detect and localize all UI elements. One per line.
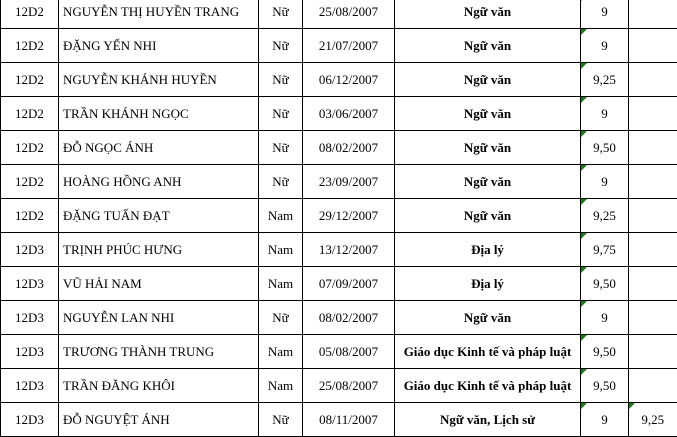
sex-cell[interactable]: Nữ [259, 301, 303, 335]
cell-marker-icon [581, 199, 587, 205]
dob-cell[interactable]: 13/12/2007 [303, 233, 395, 267]
table-row[interactable] [1, 131, 677, 165]
cell-marker-icon [581, 233, 587, 239]
score1-value: 9 [601, 412, 608, 427]
score2-cell[interactable] [629, 165, 677, 199]
score1-value: 9,25 [593, 208, 616, 223]
score1-cell[interactable] [581, 165, 629, 199]
dob-cell[interactable]: 07/09/2007 [303, 267, 395, 301]
table-row[interactable] [1, 0, 677, 29]
score1-cell[interactable] [581, 0, 629, 29]
table-row[interactable] [1, 199, 677, 233]
class-cell[interactable]: 12D3 [1, 335, 59, 369]
score1-value: 9 [601, 174, 608, 189]
name-cell[interactable]: TRẦN ĐĂNG KHÔI [59, 369, 259, 403]
class-cell[interactable]: 12D2 [1, 199, 59, 233]
score2-cell[interactable] [629, 97, 677, 131]
name-cell[interactable]: ĐẶNG TUẤN ĐẠT [59, 199, 259, 233]
score2-cell[interactable] [629, 301, 677, 335]
dob-cell[interactable]: 08/02/2007 [303, 301, 395, 335]
name-cell[interactable]: NGUYỄN THỊ HUYỀN TRANG [59, 0, 259, 29]
name-cell[interactable]: HOÀNG HỒNG ANH [59, 165, 259, 199]
sex-cell[interactable]: Nữ [259, 403, 303, 437]
class-cell[interactable]: 12D3 [1, 369, 59, 403]
subject-cell[interactable]: Địa lý [395, 233, 581, 267]
dob-cell[interactable]: 05/08/2007 [303, 335, 395, 369]
cell-marker-icon [581, 63, 587, 69]
table-row[interactable] [1, 29, 677, 63]
subject-cell[interactable]: Ngữ văn [395, 165, 581, 199]
class-cell[interactable]: 12D3 [1, 233, 59, 267]
class-cell[interactable]: 12D2 [1, 0, 59, 29]
subject-cell[interactable]: Ngữ văn [395, 301, 581, 335]
class-cell[interactable]: 12D3 [1, 267, 59, 301]
class-cell[interactable]: 12D3 [1, 403, 59, 437]
dob-cell[interactable]: 25/08/2007 [303, 0, 395, 29]
cell-marker-icon [581, 165, 587, 171]
score2-cell[interactable] [629, 131, 677, 165]
score2-cell[interactable] [629, 0, 677, 29]
class-cell[interactable]: 12D2 [1, 97, 59, 131]
subject-cell[interactable]: Ngữ văn [395, 131, 581, 165]
score1-value: 9,50 [593, 276, 616, 291]
sex-cell[interactable]: Nữ [259, 165, 303, 199]
score1-cell[interactable] [581, 233, 629, 267]
score1-cell[interactable] [581, 63, 629, 97]
score1-value: 9 [601, 4, 608, 19]
score1-value: 9 [601, 38, 608, 53]
sex-cell[interactable]: Nam [259, 199, 303, 233]
score1-value: 9,50 [593, 378, 616, 393]
class-cell[interactable]: 12D2 [1, 165, 59, 199]
class-cell[interactable]: 12D2 [1, 29, 59, 63]
score2-cell[interactable] [629, 335, 677, 369]
name-cell[interactable]: ĐỖ NGUYỆT ÁNH [59, 403, 259, 437]
dob-cell[interactable]: 08/11/2007 [303, 403, 395, 437]
cell-marker-icon [581, 369, 587, 375]
score1-cell[interactable] [581, 199, 629, 233]
score2-cell[interactable] [629, 369, 677, 403]
score2-cell[interactable] [629, 267, 677, 301]
score1-cell[interactable] [581, 369, 629, 403]
score1-value: 9,75 [593, 242, 616, 257]
table-row[interactable] [1, 301, 677, 335]
score1-cell[interactable] [581, 335, 629, 369]
cell-marker-icon [581, 131, 587, 137]
class-cell[interactable]: 12D3 [1, 301, 59, 335]
name-cell[interactable]: TRẦN KHÁNH NGỌC [59, 97, 259, 131]
table-row[interactable] [1, 369, 677, 403]
score1-cell[interactable] [581, 403, 629, 437]
subject-cell[interactable]: Địa lý [395, 267, 581, 301]
score1-cell[interactable] [581, 301, 629, 335]
cell-marker-icon [581, 301, 587, 307]
sex-cell[interactable]: Nam [259, 267, 303, 301]
cell-marker-icon [581, 335, 587, 341]
name-cell[interactable]: NGUYỄN KHÁNH HUYỀN [59, 63, 259, 97]
dob-cell[interactable]: 21/07/2007 [303, 29, 395, 63]
cell-marker-icon [581, 0, 587, 1]
class-cell[interactable]: 12D2 [1, 131, 59, 165]
subject-cell[interactable]: Giáo dục Kinh tế và pháp luật [395, 335, 581, 369]
sex-cell[interactable]: Nam [259, 369, 303, 403]
table-row[interactable] [1, 97, 677, 131]
score2-cell[interactable] [629, 403, 677, 437]
name-cell[interactable]: ĐỖ NGỌC ÁNH [59, 131, 259, 165]
cell-marker-icon [581, 403, 587, 409]
sex-cell[interactable]: Nữ [259, 131, 303, 165]
sex-cell[interactable]: Nữ [259, 63, 303, 97]
dob-cell[interactable]: 25/08/2007 [303, 369, 395, 403]
cell-marker-icon [581, 29, 587, 35]
sex-cell[interactable]: Nữ [259, 0, 303, 29]
sex-cell[interactable]: Nữ [259, 97, 303, 131]
score1-value: 9,50 [593, 140, 616, 155]
score1-cell[interactable] [581, 29, 629, 63]
score1-value: 9 [601, 106, 608, 121]
sex-cell[interactable]: Nữ [259, 29, 303, 63]
subject-cell[interactable]: Ngữ văn [395, 199, 581, 233]
table-row[interactable] [1, 233, 677, 267]
table-row[interactable] [1, 63, 677, 97]
subject-cell[interactable]: Giáo dục Kinh tế và pháp luật [395, 369, 581, 403]
table-row[interactable] [1, 165, 677, 199]
score2-cell[interactable] [629, 29, 677, 63]
dob-cell[interactable]: 06/12/2007 [303, 63, 395, 97]
name-cell[interactable]: NGUYỄN LAN NHI [59, 301, 259, 335]
subject-cell[interactable]: Ngữ văn [395, 97, 581, 131]
subject-cell[interactable]: Ngữ văn [395, 0, 581, 29]
name-cell[interactable]: ĐẶNG YẾN NHI [59, 29, 259, 63]
table-row[interactable] [1, 335, 677, 369]
sex-cell[interactable]: Nam [259, 233, 303, 267]
name-cell[interactable]: TRỊNH PHÚC HƯNG [59, 233, 259, 267]
cell-marker-icon [581, 97, 587, 103]
class-cell[interactable]: 12D2 [1, 63, 59, 97]
table-row[interactable] [1, 403, 677, 437]
score1-cell[interactable] [581, 267, 629, 301]
name-cell[interactable]: VŨ HẢI NAM [59, 267, 259, 301]
subject-cell[interactable]: Ngữ văn [395, 63, 581, 97]
score1-cell[interactable] [581, 131, 629, 165]
score2-cell[interactable] [629, 63, 677, 97]
dob-cell[interactable]: 08/02/2007 [303, 131, 395, 165]
dob-cell[interactable]: 29/12/2007 [303, 199, 395, 233]
score2-cell[interactable] [629, 233, 677, 267]
cell-marker-icon [581, 267, 587, 273]
subject-cell[interactable]: Ngữ văn [395, 29, 581, 63]
score1-value: 9 [601, 310, 608, 325]
sex-cell[interactable]: Nam [259, 335, 303, 369]
dob-cell[interactable]: 03/06/2007 [303, 97, 395, 131]
subject-cell[interactable]: Ngữ văn, Lịch sử [395, 403, 581, 437]
score1-value: 9,25 [593, 72, 616, 87]
name-cell[interactable]: TRƯƠNG THÀNH TRUNG [59, 335, 259, 369]
score2-value: 9,25 [641, 412, 664, 427]
score2-cell[interactable] [629, 199, 677, 233]
score1-cell[interactable] [581, 97, 629, 131]
dob-cell[interactable]: 23/09/2007 [303, 165, 395, 199]
cell-marker-icon [629, 403, 635, 409]
table-row[interactable] [1, 267, 677, 301]
score1-value: 9,50 [593, 344, 616, 359]
